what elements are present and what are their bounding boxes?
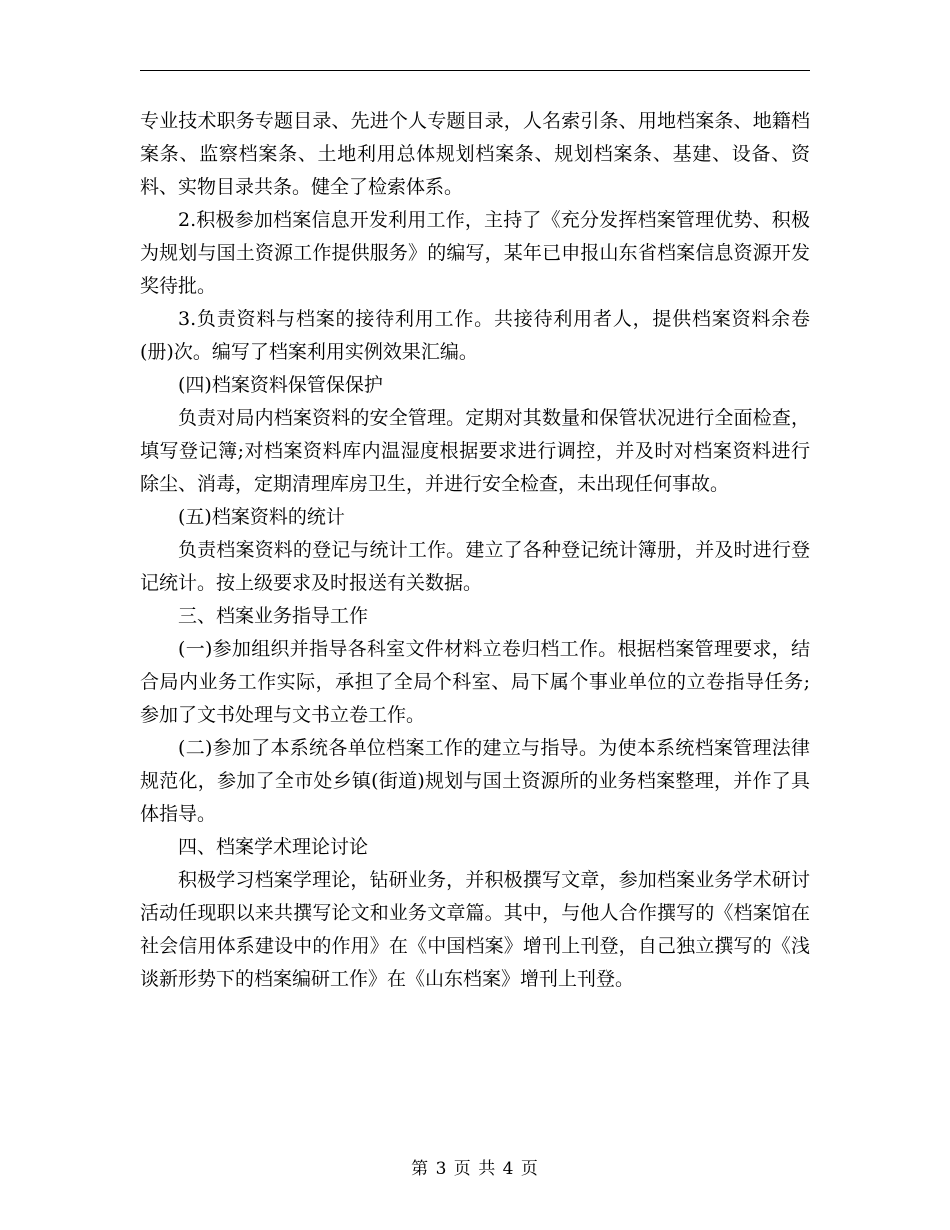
paragraph-item-2: 2.积极参加档案信息开发利用工作，主持了《充分发挥档案管理优势、积极为规划与国土资源工作提供服务》的编写，某年已申报山东省档案信息资源开发奖待批。 bbox=[140, 209, 810, 297]
paragraph-statistics: 负责档案资料的登记与统计工作。建立了各种登记统计簿册，并及时进行登记统计。按上级要求及时报送有关数据。 bbox=[140, 539, 810, 594]
section-heading-4: (四)档案资料保管保保护 bbox=[178, 374, 383, 396]
section-heading-5: (五)档案资料的统计 bbox=[178, 506, 345, 528]
paragraph-guidance-1: (一)参加组织并指导各科室文件材料立卷归档工作。根据档案管理要求，结合局内业务工作实际，承担了全局个科室、局下属个事业单位的立卷指导任务;参加了文书处理与文书立卷工作。 bbox=[140, 638, 810, 726]
page-number-footer: 第 3 页 共 4 页 bbox=[411, 1159, 539, 1179]
paragraph-storage: 负责对局内档案资料的安全管理。定期对其数量和保管状况进行全面检查，填写登记簿;对档案资料库内温湿度根据要求进行调控，并及时对档案资料进行除尘、消毒，定期清理库房卫生，并进行安全检查，未出现任何事故。 bbox=[140, 407, 810, 495]
section-heading-four: 四、档案学术理论讨论 bbox=[178, 836, 369, 858]
document-body bbox=[140, 105, 810, 996]
paragraph-item-3: 3.负责资料与档案的接待利用工作。共接待利用者人，提供档案资料余卷(册)次。编写了档案利用实例效果汇编。 bbox=[140, 308, 810, 363]
paragraph-academic: 积极学习档案学理论，钻研业务，并积极撰写文章，参加档案业务学术研讨活动任现职以来共撰写论文和业务文章篇。其中，与他人合作撰写的《档案馆在社会信用体系建设中的作用》在《中国档案》增刊上刊登，自己独立撰写的《浅谈新形势下的档案编研工作》在《山东档案》增刊上刊登。 bbox=[140, 869, 810, 990]
paragraph-guidance-2: (二)参加了本系统各单位档案工作的建立与指导。为使本系统档案管理法律规范化，参加了全市处乡镇(街道)规划与国土资源所的业务档案整理，并作了具体指导。 bbox=[140, 737, 810, 825]
header-rule bbox=[140, 70, 810, 71]
section-heading-three: 三、档案业务指导工作 bbox=[178, 605, 369, 627]
paragraph-catalog-list: 专业技术职务专题目录、先进个人专题目录，人名索引条、用地档案条、地籍档案条、监察档案条、土地利用总体规划档案条、规划档案条、基建、设备、资料、实物目录共条。健全了检索体系。 bbox=[140, 110, 810, 198]
